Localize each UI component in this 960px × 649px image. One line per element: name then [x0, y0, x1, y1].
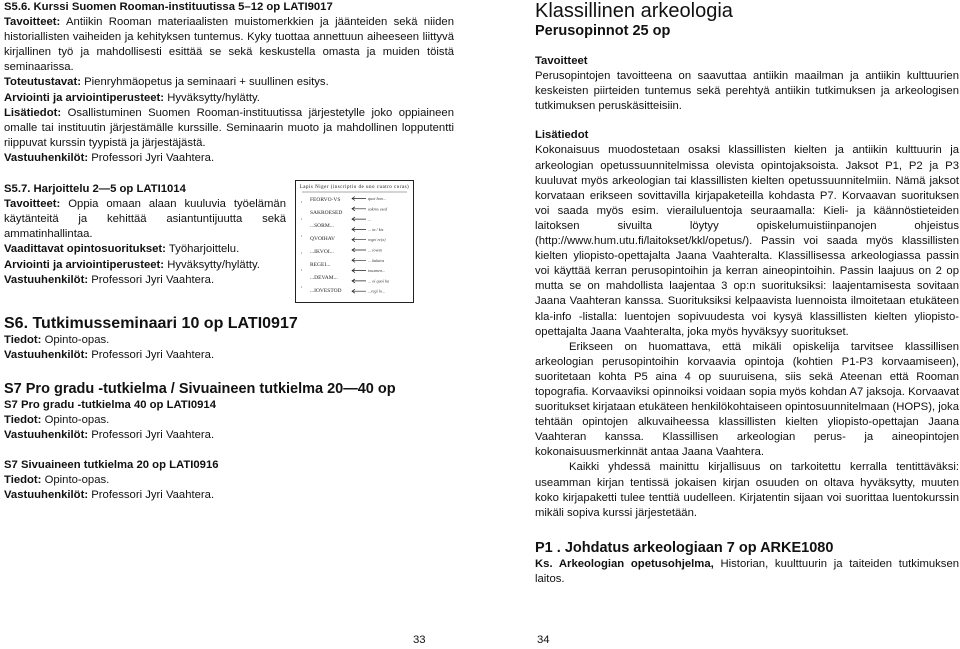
goals-text: Perusopintojen tavoitteena on saavuttaa antiikin maailman ja antiikin kulttuurien keskeisten piirteiden tuntemus sekä perehtyä antiikin tutkimuksen ja arkeologisen tutkimuksen peruskäsitteisiin.	[535, 70, 959, 113]
s7-resp2: Vastuuhenkilöt: Professori Jyri Vaahtera.	[4, 489, 215, 502]
extra-paragraph-3: Kaikki yhdessä mainittu kirjallisuus on tarkoitettu kerralla tentittäväksi: useamman kirjan tentissä jokaisen kirjan osuuden on oltava hyväksytty, muuten koko kirjapaketti tulee tenttiä uudelleen. Kirjatentin sijaan voi suorittaa luentokurssin mikäli sopiva kurssi järjestetään.	[535, 461, 959, 519]
inscription-left-line: ...IOVESTOD	[310, 288, 342, 294]
goals-label: Tavoitteet	[535, 55, 588, 67]
inscription-left-line: ...DEVAM...	[310, 275, 338, 281]
extra-paragraph-2: Erikseen on huomattava, että mikäli opiskelija tarvitsee klassillisen arkeologian perusopintoihin korvaavia opintoja (kohtien P1-P3 korvaamiseen), suoritetaan kohta P5 aina 4 op suuruisena, siis sekä Ateenan että Rooman topografia. Korvaaviksi opinnoiksi voidaan sopia myös kohdan A7 jaksoja. Korvaavat suoritukset kirjataan etukäteen henkilökohtaiseen opintosuunnitelmaan (HOPS), joka tehtään opintojen alkuvaiheessa klassillisten kielten yliopisto-opettajan Jaana Vaahteran kanssa. Klassillisen arkeologian perus- ja aineopintojen kokonaisuusmerkinnät antaa Jaana Vaahtera.	[535, 340, 959, 459]
extra-label: Lisätiedot	[535, 129, 589, 142]
inscription-arrow	[352, 197, 366, 201]
page-number-left: 33	[413, 634, 426, 646]
lapis-niger-inscription-figure	[295, 180, 414, 303]
section-s6	[4, 314, 454, 363]
inscription-left-line: QVOIHAV	[310, 236, 335, 242]
inscription-face-mark: •	[301, 200, 303, 204]
inscription-right-line: ... iovem	[368, 247, 383, 253]
inscription-drawing	[296, 181, 413, 302]
s7-resp1: Vastuuhenkilöt: Professori Jyri Vaahtera.	[4, 429, 215, 442]
page-title: Klassillinen arkeologia	[535, 0, 733, 22]
s6-resp: Vastuuhenkilöt: Professori Jyri Vaahtera.	[4, 348, 215, 361]
s57-heading: S5.7. Harjoittelu 2—5 op LATI1014	[4, 183, 186, 196]
inscription-face-mark: •	[301, 251, 303, 255]
s7-sub2: S7 Sivuaineen tutkielma 20 op LATI0916	[4, 459, 219, 472]
s57-grading: Arviointi ja arviointiperusteet: Hyväksytty/hylätty.	[4, 258, 260, 271]
inscription-right-line: ...regi lo...	[368, 288, 386, 294]
inscription-face-mark: •	[301, 285, 303, 289]
inscription-left-line: ...SORM...	[310, 223, 334, 229]
inscription-left-line: ...IKVOI...	[310, 249, 334, 255]
s56-grading: Arviointi ja arviointiperusteet: Hyväksytty/hylätty.	[4, 91, 260, 104]
inscription-arrow	[352, 238, 366, 242]
inscription-face-mark: •	[301, 268, 303, 272]
s57-resp: Vastuuhenkilöt: Professori Jyri Vaahtera.	[4, 273, 215, 286]
s7-heading: S7 Pro gradu -tutkielma / Sivuaineen tutkielma 20—40 op	[4, 380, 396, 397]
section-s57	[4, 182, 286, 288]
inscription-arrow	[352, 258, 366, 262]
inscription-arrow	[352, 248, 366, 252]
inscription-right-line: ... oi quoi ha	[368, 278, 390, 284]
inscription-face-mark: •	[301, 217, 303, 221]
inscription-arrow	[352, 227, 366, 231]
section-s56	[4, 0, 454, 166]
s7-info1: Tiedot: Opinto-opas.	[4, 413, 110, 426]
inscription-arrow	[352, 207, 366, 211]
inscription-right-line: sakros esed	[368, 206, 388, 212]
inscription-arrow	[352, 269, 366, 273]
page-subtitle: Perusopinnot 25 op	[535, 23, 671, 39]
s57-requirements: Vaadittavat opintosuoritukset: Työharjoittelu.	[4, 243, 240, 256]
s6-heading: S6. Tutkimusseminaari 10 op LATI0917	[4, 314, 298, 332]
inscription-caption: Lapis Niger (inscriptio de uno cuatro coras)	[299, 185, 410, 190]
s7-sub1: S7 Pro gradu -tutkielma 40 op LATI0914	[4, 398, 216, 411]
inscription-right-line: regei rc(x)	[368, 237, 386, 243]
right-column	[535, 0, 959, 587]
p1-heading: P1 . Johdatus arkeologiaan 7 op ARKE1080	[535, 539, 834, 556]
inscription-arrow	[352, 217, 366, 221]
s7-info2: Tiedot: Opinto-opas.	[4, 474, 110, 487]
inscription-left-line: SAKROESED	[310, 210, 343, 216]
p1-reference: Ks. Arkeologian opetusohjelma, Historian, kuulttuurin ja taiteiden tutkimuksen laitos.	[535, 557, 960, 585]
page-number-right: 34	[537, 634, 550, 646]
s56-resp: Vastuuhenkilöt: Professori Jyri Vaahtera.	[4, 151, 215, 164]
s57-goals: Tavoitteet: Oppia omaan alaan kuuluvia työelämän käytänteitä ja kehittää asiantuntijuutta sekä ammatinhallintaa.	[4, 198, 286, 241]
inscription-left-line: REGEI...	[310, 262, 331, 268]
inscription-right-line: iouxmen...	[368, 268, 386, 274]
s6-info: Tiedot: Opinto-opas.	[4, 333, 110, 346]
inscription-right-line: quoi hon...	[368, 196, 386, 201]
s56-methods: Toteutustavat: Pienryhmäopetus ja seminaari + suullinen esitys.	[4, 76, 329, 89]
inscription-face-mark: •	[301, 234, 303, 238]
inscription-right-line: ... kalatos	[368, 257, 385, 263]
s56-heading: S5.6. Kurssi Suomen Rooman-instituutissa 5–12 op LATI9017	[4, 1, 333, 13]
section-s7	[4, 380, 454, 504]
s56-extra: Lisätiedot: Osallistuminen Suomen Rooman-instituutissa järjestetylle joko oppiaineen omalle tai instituutin järjestämälle kurssille. Seminaarin muoto ja mahdollinen lopputentti riippuvat kurssin tyypistä ja järjestäjästä.	[4, 106, 454, 149]
inscription-arrow	[352, 279, 366, 283]
inscription-arrow	[352, 289, 366, 293]
inscription-left-line: FEORVO·VS	[310, 197, 341, 203]
extra-paragraph-1: Kokonaisuus muodostetaan osaksi klassillisten kielten ja antiikin kulttuurin ja arkeologian opetussuunnitelmissa olevista opintojaksoista. Jaksot P1, P2 ja P3 kuuluvat myös arkeologian tai klassillisten kielten opetussuunnitelmiin. Nämä jaksot korvataan erikseen sovittavilla kirjapaketeilla kohdasta P7. Korvaavan suorituksen voi saada myös esim. vierailuluentoja seuraamalla: Kieli- ja käännöstieteiden laitoksen sivuilta löytyy opiskelumuistiinpanojen ohjeistus (http://www.hum.utu.fi/laitokset/kkl/opetus/). Passin voi saada myös klassillisten kielten yliopisto-opettajalta Jaana Vaahteralta. Klassillisessa arkeologiassa passin voi käyttää kerran perusopintoihin ja kerran aineopintoihin. Passin laajuus on 2 op mutta se on mahdollista laajentaa 3 op:n suorituksiksi: laajentamisesta sovitaan Jaana Vaahteran kanssa. Suorituksiksi kelpaavista luennoista ilmoitetaan etukäteen kla-info -listalla: luentojen sopivuudesta voi kysyä klassillisten kielten yliopisto-opettajalta Jaana Vaahteralta, joka myös hyväksyy suoritukset.	[535, 144, 959, 338]
s56-goals: Tavoitteet: Antiikin Rooman materiaalisten muistomerkkien ja jäänteiden sekä niiden historiallisten vaiheiden ja kehityksen tuntemus. Kyky tuottaa annettuun aiheeseen liittyvä kirjallinen työ ja mahdollisesti esittää se sekä keskustella omasta ja muiden töistä seminaarissa.	[4, 16, 454, 74]
inscription-right-line: ...	[368, 216, 372, 222]
inscription-right-line: ... ia / kis	[368, 226, 384, 232]
